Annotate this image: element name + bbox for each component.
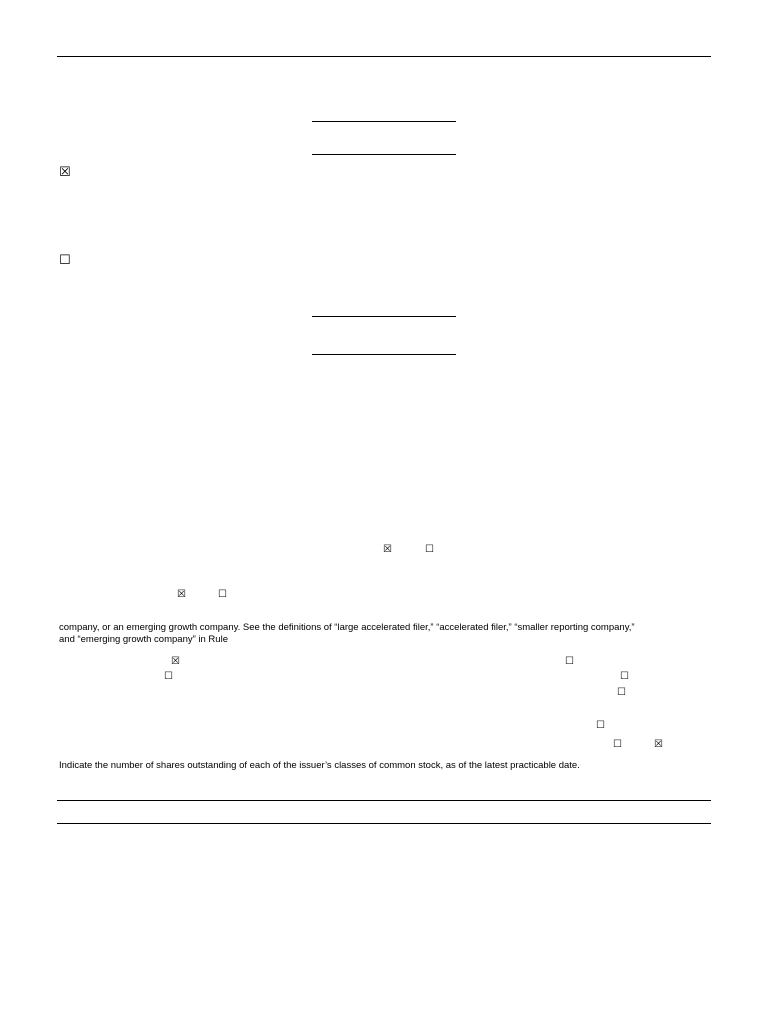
annual-report-checkbox[interactable]: ☒ (59, 165, 71, 180)
non-accelerated-filer-checkbox[interactable]: ☐ (164, 671, 173, 682)
emerging-growth-company-checkbox[interactable]: ☐ (617, 687, 626, 698)
extended-transition-period-checkbox[interactable]: ☐ (596, 720, 605, 731)
bottom-rule-1 (57, 800, 711, 801)
filer-definitions-line-1: company, or an emerging growth company. See the definitions of “large accelerated filer,” “accelerated filer,” “smaller reporting company,” (59, 622, 635, 633)
shares-outstanding-text: Indicate the number of shares outstanding of each of the issuer’s classes of common stock, as of the latest practicable date. (59, 760, 580, 771)
blank-line-3 (312, 316, 456, 317)
accelerated-filer-checkbox[interactable]: ☐ (565, 656, 574, 667)
interactive-data-no-checkbox[interactable]: ☐ (218, 589, 227, 600)
smaller-reporting-company-checkbox[interactable]: ☐ (620, 671, 629, 682)
filed-reports-no-checkbox[interactable]: ☐ (425, 544, 434, 555)
blank-line-4 (312, 354, 456, 355)
blank-line-2 (312, 154, 456, 155)
top-rule (57, 56, 711, 57)
blank-line-1 (312, 121, 456, 122)
filed-reports-yes-checkbox[interactable]: ☒ (383, 544, 392, 555)
interactive-data-yes-checkbox[interactable]: ☒ (177, 589, 186, 600)
transition-report-checkbox[interactable]: ☐ (59, 253, 71, 268)
shell-company-no-checkbox[interactable]: ☒ (654, 739, 663, 750)
large-accelerated-filer-checkbox[interactable]: ☒ (171, 656, 180, 667)
shell-company-yes-checkbox[interactable]: ☐ (613, 739, 622, 750)
bottom-rule-2 (57, 823, 711, 824)
filer-definitions-line-2: and “emerging growth company” in Rule (59, 634, 228, 645)
